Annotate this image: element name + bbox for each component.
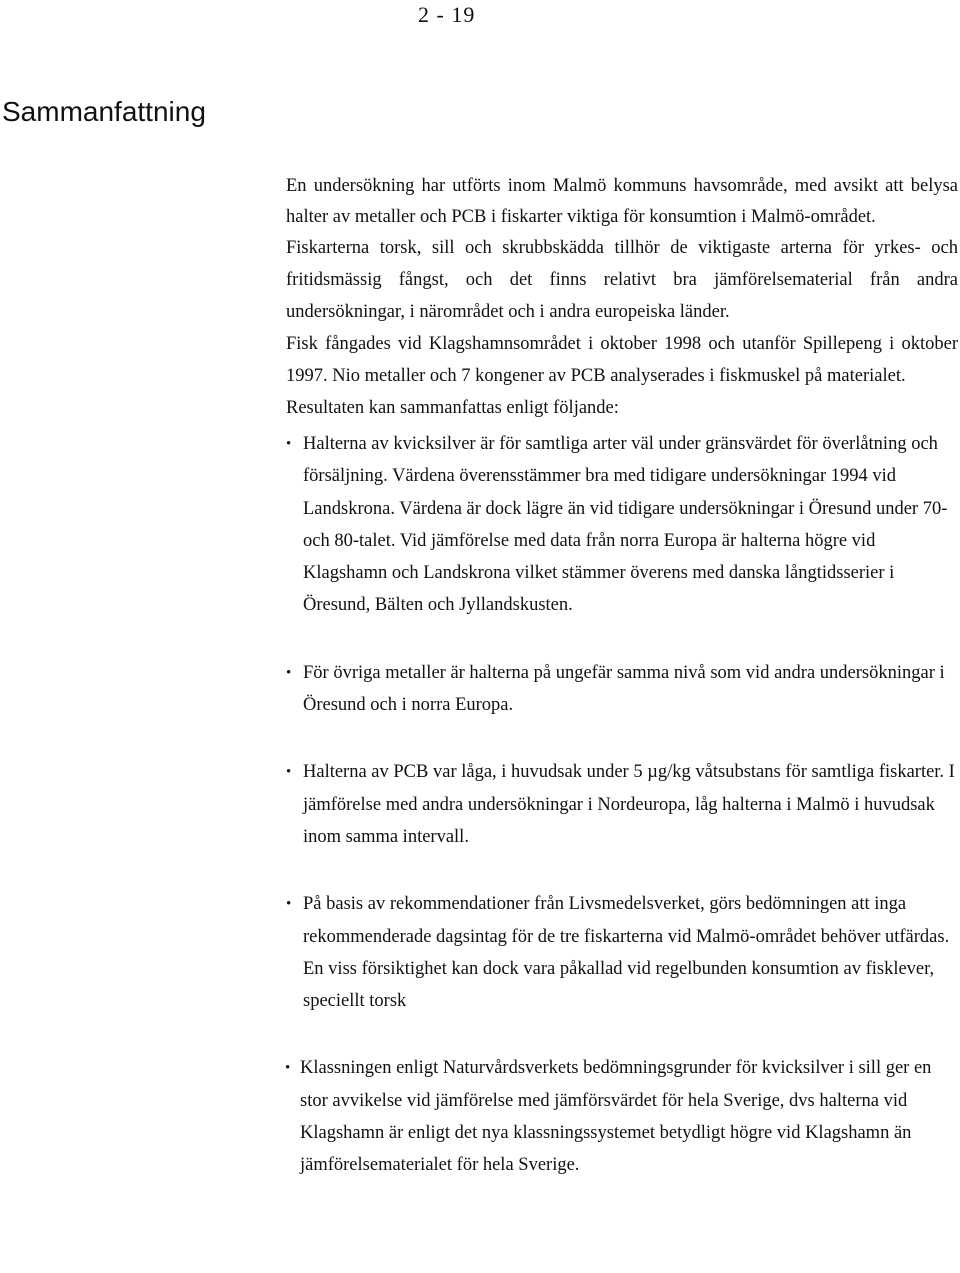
list-item-text: Halterna av PCB var låga, i huvudsak under 5 µg/kg våtsubstans för samtliga fiskarter. I jämförelse med andra undersökningar i Nordeuropa, låg halterna i Malmö i huvudsak inom samma intervall. — [303, 762, 955, 847]
findings-list — [286, 428, 958, 1182]
bullet-icon: • — [286, 436, 292, 452]
page-number: 2 - 19 — [418, 2, 476, 27]
list-item — [286, 657, 958, 722]
list-item — [286, 756, 958, 853]
summary-body — [286, 171, 958, 1182]
list-item — [286, 1052, 958, 1181]
summary-paragraph: Fisk fångades vid Klagshamnsområdet i oktober 1998 och utanför Spillepeng i oktober 1997. Nio metaller och 7 kongener av PCB analyserades i fiskmuskel på materialet. — [286, 334, 958, 386]
list-item — [286, 428, 958, 622]
bullet-icon: • — [286, 896, 292, 913]
list-item-text: Halterna av kvicksilver är för samtliga arter väl under gränsvärdet för överlåtning och försäljning. Värdena överensstämmer bra med tidigare undersökningar 1994 vid Landskrona. Värdena är dock lägre än vid tidigare undersökningar i Öresund under 70- och 80-talet. Vid jämförelse med data från norra Europa är halterna högre vid Klagshamn och Landskrona vilket stämmer överens med danska långtidsserier i Öresund, Bälten och Jyllandskusten. — [303, 434, 948, 616]
bullet-icon: • — [286, 764, 292, 781]
list-item — [286, 888, 958, 1017]
page-title: Sammanfattning — [2, 96, 206, 127]
summary-paragraph: Fiskarterna torsk, sill och skrubbskädda tillhör de viktigaste arterna för yrkes- och fritidsmässig fångst, och det finns relativt bra jämförelsematerial från andra undersökningar, i närområdet och i andra europeiska länder. — [286, 238, 958, 322]
summary-paragraph: En undersökning har utförts inom Malmö kommuns havsområde, med avsikt att belysa halter av metaller och PCB i fiskarter viktiga för konsumtion i Malmö-området. — [286, 176, 958, 227]
bullet-icon: • — [286, 664, 292, 681]
list-item-text: Klassningen enligt Naturvårdsverkets bedömningsgrunder för kvicksilver i sill ger en stor avvikelse vid jämförelse med jämförsvärdet för hela Sverige, dvs halterna vid Klagshamn är enligt det nya klassningssystemet betydligt högre vid Klagshamn än jämförelsematerialet för hela Sverige. — [300, 1058, 932, 1176]
list-item-text: På basis av rekommendationer från Livsmedelsverket, görs bedömningen att inga rekommenderade dagsintag för de tre fiskarterna vid Malmö-området behöver utfärdas. En viss försiktighet kan dock vara påkallad vid regelbunden konsumtion av fisklever, speciellt torsk — [303, 894, 950, 1012]
summary-paragraph: Resultaten kan sammanfattas enligt följande: — [286, 398, 619, 418]
bullet-icon: • — [285, 1060, 291, 1077]
list-item-text: För övriga metaller är halterna på ungefär samma nivå som vid andra undersökningar i Öresund och i norra Europa. — [303, 662, 945, 716]
